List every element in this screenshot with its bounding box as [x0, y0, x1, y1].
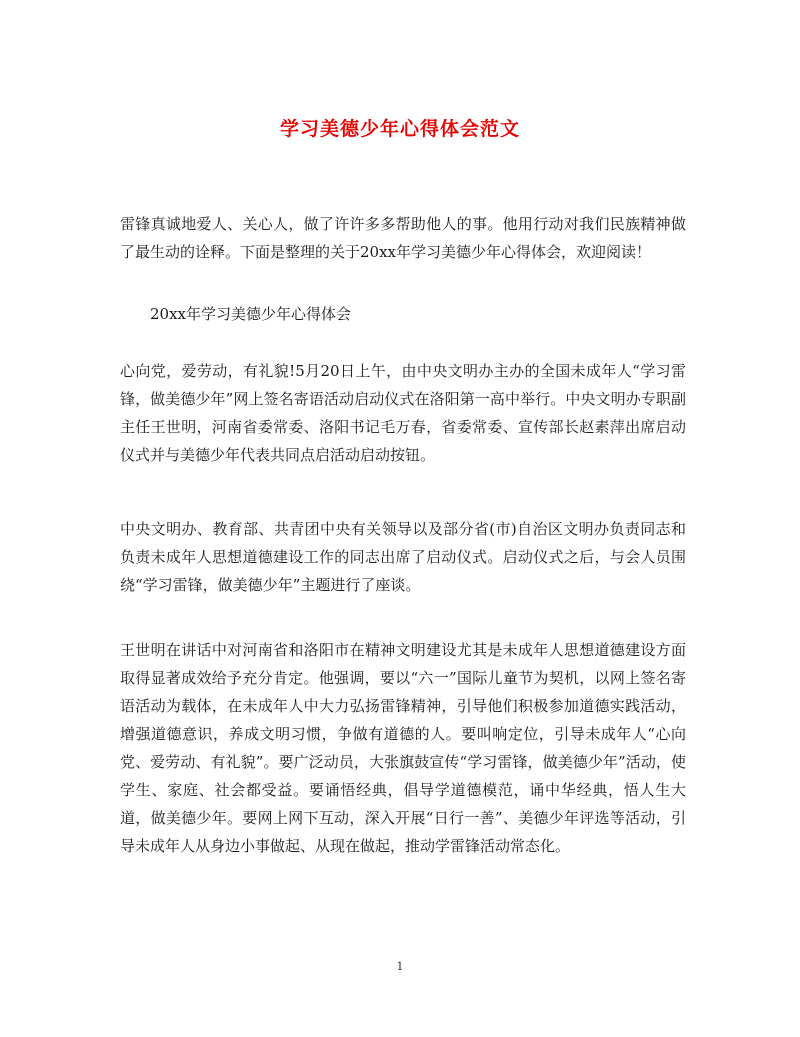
page-title: 学习美德少年心得体会范文: [279, 118, 520, 140]
page-number: 1: [396, 960, 404, 973]
section-subtitle: 20xx年学习美德少年心得体会: [150, 305, 352, 323]
intro-paragraph: 雷锋真诚地爱人、关心人，做了许许多多帮助他人的事。他用行动对我们民族精神做了最生动的诠释。下面是整理的关于20xx年学习美德少年心得体会，欢迎阅读！: [120, 215, 686, 261]
body-paragraph: 王世明在讲话中对河南省和洛阳市在精神文明建设尤其是未成年人思想道德建设方面取得显著成效给予充分肯定。他强调，要以“六一”国际儿童节为契机，以网上签名寄语活动为载体，在未成年人中大力弘扬雷锋精神，引导他们积极参加道德实践活动，增强道德意识，养成文明习惯，争做有道德的人。要叫响定位，引导未成年人“心向党、爱劳动、有礼貌”。要广泛动员，大张旗鼓宣传“学习雷锋，做美德少年”活动，使学生、家庭、社会都受益。要诵悟经典，倡导学道德模范，诵中华经典，悟人生大道，做美德少年。要网上网下互动，深入开展“日行一善”、美德少年评选等活动，引导未成年人从身边小事做起、从现在做起，推动学雷锋活动常态化。: [120, 641, 686, 855]
body-paragraph: 中央文明办、教育部、共青团中央有关领导以及部分省(市)自治区文明办负责同志和负责未成年人思想道德建设工作的同志出席了启动仪式。启动仪式之后，与会人员围绕“学习雷锋，做美德少年”主题进行了座谈。: [120, 520, 686, 594]
body-paragraph: 心向党，爱劳动，有礼貌!5月20日上午，由中央文明办主办的全国未成年人“学习雷锋，做美德少年”网上签名寄语活动启动仪式在洛阳第一高中举行。中央文明办专职副主任王世明，河南省委常委、洛阳书记毛万春，省委常委、宣传部长赵素萍出席启动仪式并与美德少年代表共同点启活动启动按钮。: [120, 362, 686, 464]
